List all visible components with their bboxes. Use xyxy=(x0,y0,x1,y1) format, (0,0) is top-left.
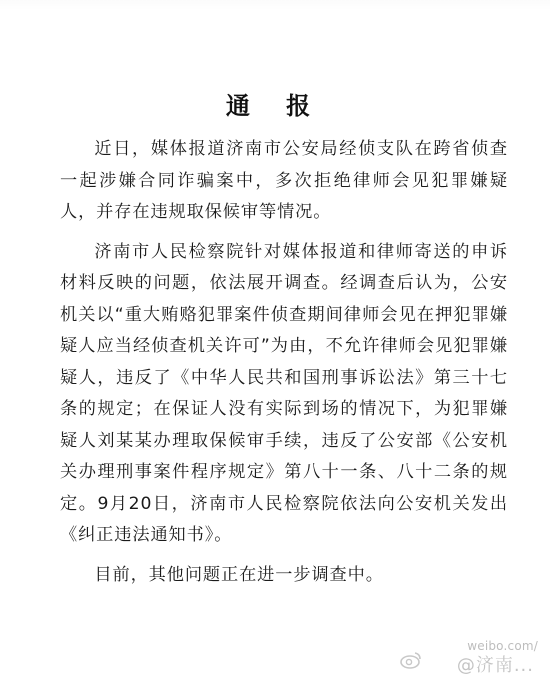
paragraph-3: 目前，其他问题正在进一步调查中。 xyxy=(94,564,384,585)
document-body xyxy=(60,134,508,599)
weibo-logo-icon xyxy=(400,651,422,673)
paragraph-2: 济南市人民检察院针对媒体报道和律师寄送的申诉材料反映的问题，依法展开调查。经调查后认为，公安机关以“重大贿赂犯罪案件侦查期间律师会见在押犯罪嫌疑人应当经侦查机关许可”为由，不允许律师会见犯罪嫌疑人，违反了《中华人民共和国刑事诉讼法》第三十七条的规定；在保证人没有实际到场的情况下，为犯罪嫌疑人刘某某办理取保候审手续，违反了公安部《公安机关办理刑事案件程序规定》第八十一条、八十二条的规定。9月20日，济南市人民检察院依法向公安机关发出《纠正违法通知书》。 xyxy=(60,241,508,545)
document-title: 通 报 xyxy=(225,92,325,120)
top-edge xyxy=(0,0,550,10)
weibo-watermark xyxy=(392,623,542,681)
watermark-brand: @济南... xyxy=(456,655,534,676)
paragraph-1: 近日，媒体报道济南市公安局经侦支队在跨省侦查一起涉嫌合同诈骗案中，多次拒绝律师会见犯罪嫌疑人，并存在违规取保候审等情况。 xyxy=(60,139,508,222)
watermark-url: weibo.com/ xyxy=(467,639,538,653)
